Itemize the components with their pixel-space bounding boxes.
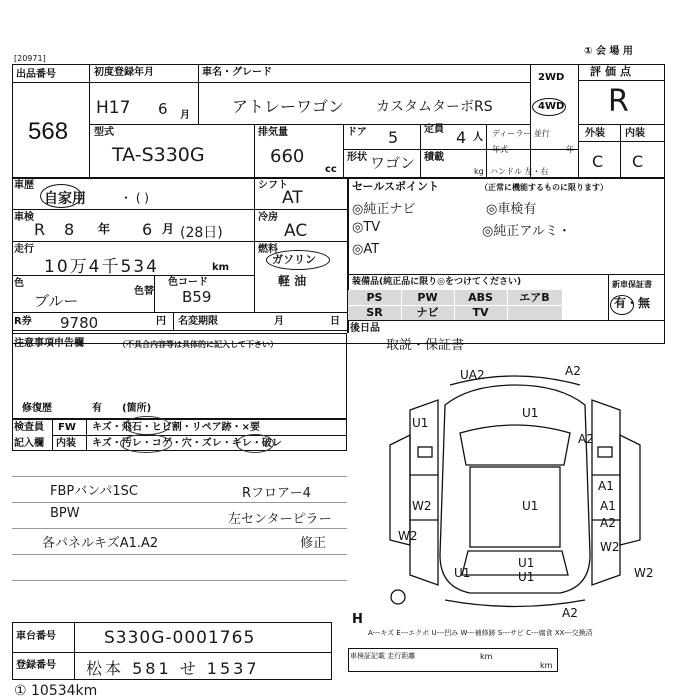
shape-value: ワゴン xyxy=(370,154,416,172)
damage-mark-11: W2 xyxy=(398,529,418,543)
sales-point-1: ◎純正ナビ xyxy=(352,202,416,217)
inspection-label: 車検 xyxy=(14,212,34,223)
mileage-value: 10万4千534 xyxy=(44,257,159,277)
deadline-month-unit: 月 xyxy=(274,316,284,327)
damage-mark-10: A2 xyxy=(600,516,616,530)
drive-4wd: 4WD xyxy=(538,101,565,112)
warranty-value: 有・無 xyxy=(614,296,651,310)
fuel-circle xyxy=(266,250,330,270)
history-extra: ・ ( ) xyxy=(120,191,149,205)
note-right-3: 修正 xyxy=(300,536,327,551)
repair-label: 修復歴 xyxy=(22,403,52,414)
equip-airbag: エアB xyxy=(519,291,550,304)
sheet-code: [20971] xyxy=(14,54,46,63)
repair-value: 有 xyxy=(92,403,102,414)
notes-label: 注意事項申告欄 xyxy=(14,338,84,349)
note-left-3: 各パネルキズA1.A2 xyxy=(42,536,159,551)
registration-month: 6 xyxy=(158,100,168,118)
damage-mark-12: U1 xyxy=(454,566,471,580)
interior-value: C xyxy=(632,152,644,171)
displacement-unit: cc xyxy=(325,164,337,175)
note-right-2: 左センターピラー xyxy=(228,512,332,527)
inspector-nai-text: キズ・汚レ・コゲ・穴・ズレ・キレ・破レ xyxy=(92,438,282,449)
registration-year: H17 xyxy=(96,98,131,118)
repair-unit: (箇所) xyxy=(122,403,152,414)
aircon-label: 冷房 xyxy=(258,212,278,223)
venue-label: ① 会 場 用 xyxy=(584,46,633,57)
inspection-month: 6 xyxy=(142,220,153,239)
damage-mark-1: UA2 xyxy=(460,368,485,382)
damage-mark-9: A1 xyxy=(600,499,616,513)
recycle-value: 9780 xyxy=(60,314,99,332)
model-name-value: アトレーワゴン xyxy=(232,97,345,116)
color-code-value: B59 xyxy=(182,288,212,306)
plate-label: 登録番号 xyxy=(16,660,56,671)
grade-value: カスタムターボRS xyxy=(376,99,493,115)
first-registration-label: 初度登録年月 xyxy=(94,67,154,78)
fuel-diesel: 軽 油 xyxy=(278,274,307,288)
later-items-label: 後日品 xyxy=(350,323,380,334)
load-unit: kg xyxy=(474,167,484,176)
sales-points-note: （正常に機能するものに限ります） xyxy=(480,183,608,192)
damage-mark-5: U1 xyxy=(412,416,429,430)
exterior-value: C xyxy=(592,152,604,171)
damage-mark-8: W2 xyxy=(412,499,432,513)
aircon-value: AC xyxy=(284,221,308,241)
displacement-label: 排気量 xyxy=(258,127,288,138)
sales-point-2: ◎車検有 xyxy=(486,202,537,217)
damage-mark-17: W2 xyxy=(634,566,654,580)
exterior-label: 外装 xyxy=(585,128,605,139)
sales-points-label: セールスポイント xyxy=(352,180,440,193)
doors-label: ドア xyxy=(347,127,367,138)
capacity-label: 定員 xyxy=(424,124,444,135)
inspector-label-2: 記入欄 xyxy=(14,438,44,449)
damage-mark-16: U1 xyxy=(518,570,535,584)
load-label: 積載 xyxy=(424,152,444,163)
damage-mark-14: W2 xyxy=(600,540,620,554)
type-label: 型式 xyxy=(94,127,114,138)
shape-label: 形状 xyxy=(347,152,367,163)
color-value: ブルー xyxy=(34,292,79,310)
chassis-value: S330G-0001765 xyxy=(104,628,256,648)
warranty-circle xyxy=(610,295,634,315)
damage-mark-2: A2 xyxy=(565,364,581,378)
odometer-unit-2: km xyxy=(540,661,553,670)
drive-2wd: 2WD xyxy=(538,72,565,83)
notes-hint: （不具合内容等は具体的に記入して下さい） xyxy=(118,340,278,349)
car-damage-diagram xyxy=(350,355,680,620)
history-value: 自家用 xyxy=(44,191,86,207)
plate-value: 松本 581 せ 1537 xyxy=(86,659,260,678)
equip-sr: SR xyxy=(366,306,383,319)
equip-ps: PS xyxy=(366,291,383,304)
damage-mark-13: U1 xyxy=(518,556,535,570)
inspector-nai: 内装 xyxy=(56,438,76,449)
grade-eval-label: 評価点 xyxy=(590,65,635,78)
inspector-fw: FW xyxy=(58,422,76,433)
damage-mark-6: A1 xyxy=(598,479,614,493)
fuel-label: 燃料 xyxy=(258,244,278,255)
lot-label: 出品番号 xyxy=(16,69,56,80)
grade-eval-value: R xyxy=(608,84,629,119)
fuel-gasoline: ガソリン xyxy=(272,253,316,266)
inspection-month-unit: 月 xyxy=(162,222,175,236)
capacity-unit: 人 xyxy=(473,132,483,143)
shift-label: シフト xyxy=(258,180,288,191)
deadline-day-unit: 日 xyxy=(330,316,340,327)
mileage-label: 走行 xyxy=(14,244,34,255)
inspection-year-unit: 年 xyxy=(98,222,111,236)
note-right-1: Rフロアー4 xyxy=(242,486,311,501)
inspection-era: R xyxy=(34,220,46,239)
color-change-label: 色替 xyxy=(134,286,154,297)
deadline-label: 名変期限 xyxy=(178,316,218,327)
capacity-value: 4 xyxy=(456,128,467,147)
legend-items: A---キズ E---エクボ U---凹み W---補修跡 S---サビ C---腐食 XX---交換済 xyxy=(368,629,593,637)
registration-month-unit: 月 xyxy=(180,110,190,121)
odometer-label: 車検証記載 走行距離 xyxy=(350,652,416,660)
equip-abs: ABS xyxy=(468,291,493,304)
sales-point-3: ◎TV xyxy=(352,220,381,235)
odometer-unit-1: km xyxy=(480,652,493,661)
warranty-label: 新車保証書 xyxy=(612,280,652,289)
model-name-label: 車名・グレード xyxy=(202,67,272,78)
interior-label: 内装 xyxy=(625,128,645,139)
mileage-unit: km xyxy=(212,262,230,273)
damage-mark-3: U1 xyxy=(522,406,539,420)
displacement-value: 660 xyxy=(270,146,305,167)
history-circle xyxy=(40,184,82,208)
shift-value: AT xyxy=(282,188,303,208)
equip-navi: ナビ xyxy=(416,306,439,319)
doors-value: 5 xyxy=(388,128,399,147)
equip-tv: TV xyxy=(472,306,489,319)
note-left-2: BPW xyxy=(50,506,80,521)
handle-label: ハンドル 左・右 xyxy=(490,167,549,176)
note-left-1: FBPバンパ1SC xyxy=(50,484,138,499)
later-items-value: 取説・保証書 xyxy=(386,338,465,353)
history-label: 車歴 xyxy=(14,180,34,191)
color-label: 色 xyxy=(14,278,24,289)
damage-mark-15: A2 xyxy=(562,606,578,620)
chassis-label: 車台番号 xyxy=(16,631,56,642)
equipment-label: 装備品(純正品に限り◎をつけてください) xyxy=(352,277,522,287)
inspector-label-1: 検査員 xyxy=(14,422,44,433)
sales-point-5: ◎AT xyxy=(352,242,380,257)
damage-mark-7: U1 xyxy=(522,499,539,513)
recycle-label: R券 xyxy=(14,316,32,327)
legend-mark: H xyxy=(352,612,363,627)
damage-mark-4: A2 xyxy=(578,432,594,446)
type-value: TA-S330G xyxy=(112,144,205,166)
inspection-year: 8 xyxy=(64,220,75,239)
sales-point-4: ◎純正アルミ・ xyxy=(482,224,571,239)
bottom-stamp: ① 10534km xyxy=(14,683,98,699)
color-code-label: 色コード xyxy=(168,277,208,288)
equip-pw: PW xyxy=(417,291,438,304)
lot-number: 568 xyxy=(28,118,69,145)
inspector-fw-text: キズ・飛石・ヒビ割・リペア跡・×要 xyxy=(92,422,260,433)
recycle-unit: 円 xyxy=(156,316,166,327)
dealer-label: ディーラー 並行 xyxy=(492,129,550,138)
inspection-day: (28日) xyxy=(180,225,223,241)
